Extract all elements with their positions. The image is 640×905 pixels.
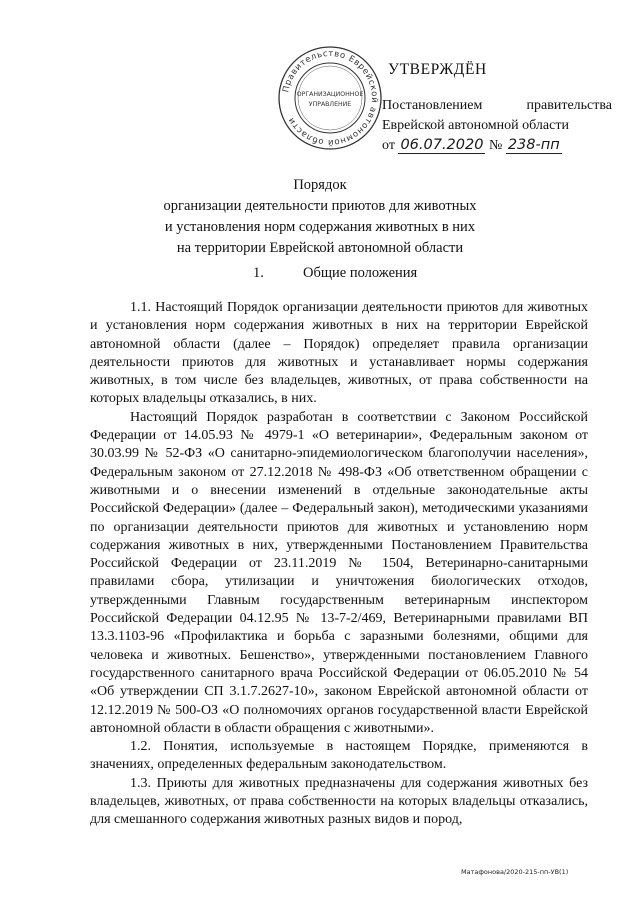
paragraph-1-2: 1.2. Понятия, используемые в настоящем Порядке, применяются в значениях, определенных федеральным законодательством. xyxy=(90,739,588,773)
seal-outer-text: Правительство Еврейской автономной области xyxy=(281,48,380,148)
document-body xyxy=(90,299,588,830)
approval-government-word: правительства xyxy=(526,98,612,113)
date-prefix: от xyxy=(382,138,395,153)
handwritten-number: 238-пп xyxy=(507,137,560,153)
title-line-4: на территории Еврейской автономной области xyxy=(176,240,464,256)
number-prefix: № xyxy=(488,138,503,153)
approval-date-line xyxy=(382,137,562,154)
official-seal xyxy=(276,44,384,152)
section-heading xyxy=(253,265,417,282)
section-title: Общие положения xyxy=(303,265,418,281)
seal-graphic xyxy=(276,44,384,152)
title-line-2: организации деятельности приютов для животных xyxy=(163,198,477,214)
paragraph-legal-basis: Настоящий Порядок разработан в соответствии с Законом Российской Федерации от 14.05.93 № 4979-1 «О ветеринарии», Федеральным законом от 30.03.99 № 52-ФЗ «О санитарно-эпидемиологическом благополучии населения», Федеральным законом от 27.12.2018 № 498-ФЗ «Об ответственном обращении с животными и о внесении изменений в отдельные законодательные акты Российской Федерации» (далее – Федеральный закон), методическими указаниями по организации деятельности приютов для животных и установлению норм содержания животных в них, утвержденными Постановлением Правительства Российской Федерации от 23.11.2019 № 1504, Ветеринарно-санитарными правилами сбора, утилизации и уничтожения биологических отходов, утвержденными Главным государственным ветеринарным инспектором Российской Федерации 04.12.95 № 13-7-2/469, Ветеринарными правилами ВП 13.3.1103-96 «Профилактика и борьба с заразными болезнями, общими для человека и животных. Бешенство», утвержденными постановлением Главного государственного санитарного врача Российской Федерации от 06.05.2010 № 54 «Об утверждении СП 3.1.7.2627-10», законом Еврейской автономной области от 12.12.2019 № 500-ОЗ «О полномочиях органов государственной власти Еврейской автономной области в области обращения с животными». xyxy=(90,409,588,736)
title-line-3: и установления норм содержания животных в них xyxy=(164,219,476,235)
document-title xyxy=(120,175,520,259)
title-line-1: Порядок xyxy=(293,177,347,193)
seal-inner-line1: ОРГАНИЗАЦИОННОЕ xyxy=(296,91,364,98)
paragraph-1-1: 1.1. Настоящий Порядок организации деятельности приютов для животных и установления норм содержания животных в них на территории Еврейской автономной области (далее – Порядок) определяет правила организации деятельности приютов для животных и устанавливает нормы содержания животных, в том числе без владельцев, животных, от права собственности на которых владельцы отказались, в них. xyxy=(90,300,588,407)
seal-inner-line2: УПРАВЛЕНИЕ xyxy=(308,101,352,108)
footer-reference: Матафонова/2020-215-пп-УВ(1) xyxy=(461,868,569,876)
paragraph-1-3: 1.3. Приюты для животных предназначены для содержания животных без владельцев, животных, от права собственности на которых владельцы отказались, для смешанного содержания животных разных видов и пород, xyxy=(90,775,588,828)
approval-region: Еврейской автономной области xyxy=(382,118,569,133)
approved-heading: УТВЕРЖДЁН xyxy=(388,61,487,78)
approval-line-1 xyxy=(382,98,612,114)
approval-resolution-word: Постановлением xyxy=(382,98,483,113)
handwritten-date: 06.07.2020 xyxy=(400,137,484,153)
section-number: 1. xyxy=(253,265,264,281)
